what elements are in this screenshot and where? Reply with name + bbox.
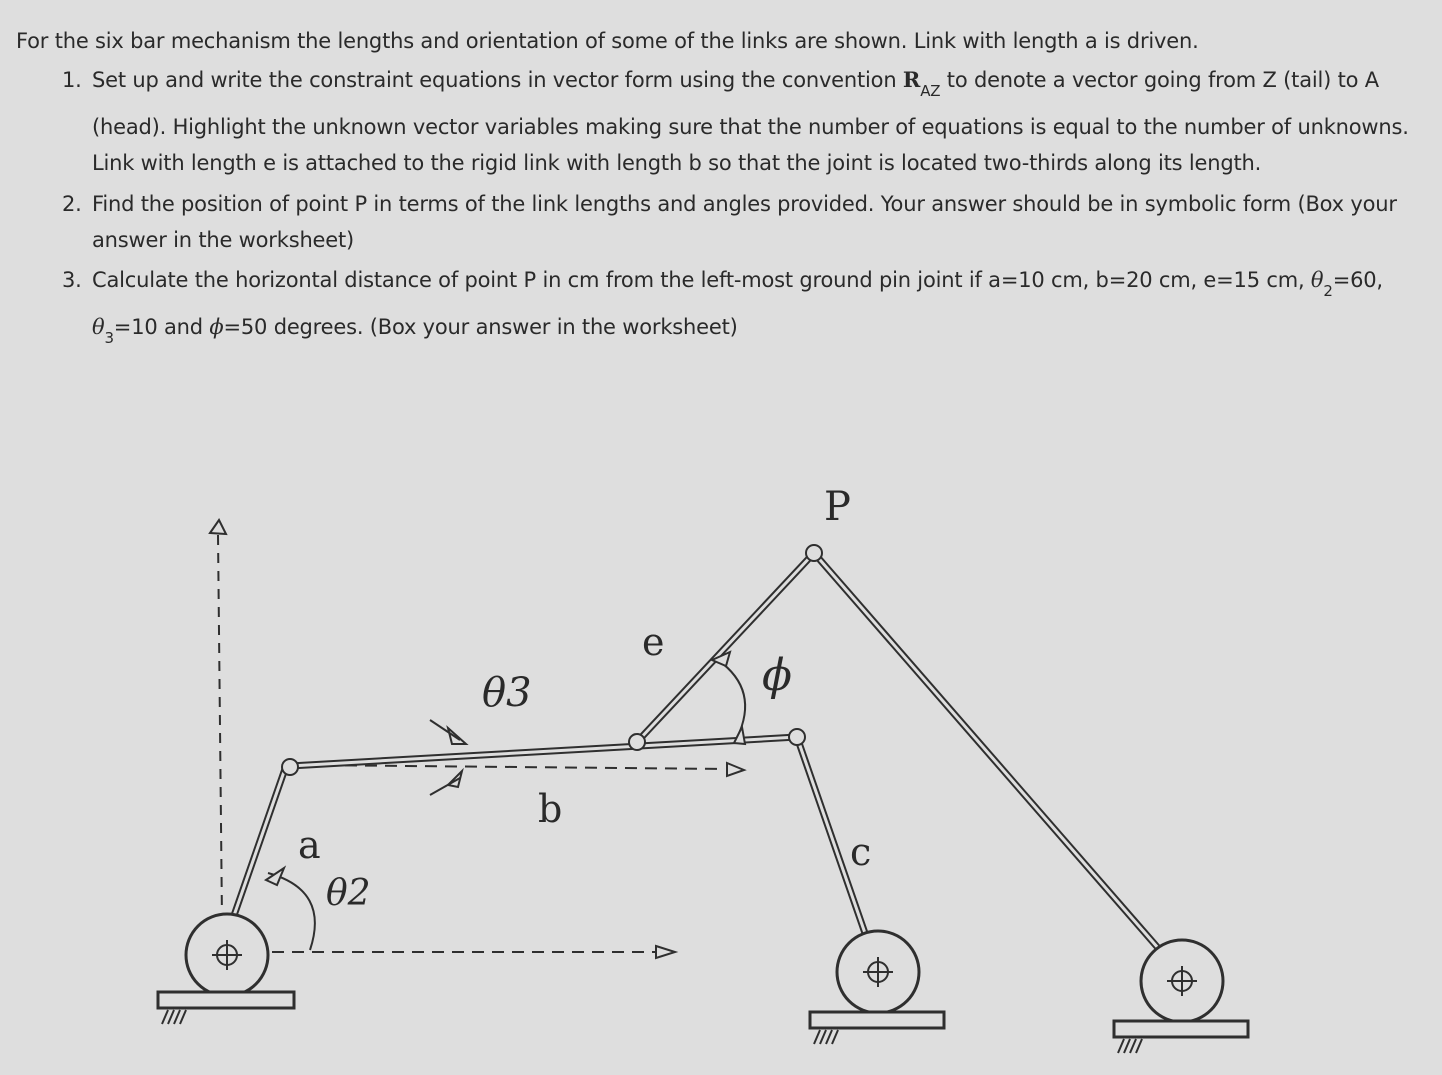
- label-theta2: θ2: [326, 873, 371, 914]
- theta3-arrow-upper: [448, 728, 466, 744]
- right-ground-base: [1114, 1021, 1248, 1037]
- joint-b-c: [789, 729, 805, 745]
- label-point-p: P: [824, 484, 851, 530]
- theta3-subscript: 3: [104, 329, 114, 347]
- question-3-number: 3.: [62, 268, 82, 292]
- label-phi: ϕ: [762, 650, 792, 701]
- vector-subscript: AZ: [920, 82, 941, 100]
- label-link-a: a: [298, 823, 321, 867]
- theta2-symbol: θ: [1310, 268, 1324, 292]
- theta2-arrowhead: [266, 868, 284, 885]
- label-theta3: θ3: [482, 670, 532, 716]
- coupler-reference-arrowhead: [727, 763, 744, 776]
- theta3-value: =10 and: [113, 315, 210, 339]
- theta2-value: =60,: [1332, 268, 1383, 292]
- question-2-number: 2.: [62, 192, 82, 216]
- problem-intro: For the six bar mechanism the lengths and orientation of some of the links are shown. Link with length a is driven.: [16, 29, 1199, 53]
- vertical-arrowhead: [210, 520, 226, 534]
- coupler-reference-line: [305, 765, 725, 769]
- question-1-number: 1.: [62, 68, 82, 92]
- question-2-body: Find the position of point P in terms of the link lengths and angles provided. Your answer should be in symbolic form (Box your answer in the worksheet): [92, 192, 1397, 252]
- phi-symbol: ϕ: [209, 315, 224, 339]
- question-1-text-after: to denote a vector going from Z (tail) to A (head). Highlight the unknown vector variables making sure that the number of equations is equal to the number of unknowns. Link with length e is attached to the rigid link with length b so that the joint is located two-thirds along its length.: [92, 68, 1409, 175]
- question-3-text-before: Calculate the horizontal distance of point P in cm from the left-most ground pin joint if a=10 cm, b=20 cm, e=15 cm,: [92, 268, 1311, 292]
- phi-arc: [718, 660, 745, 738]
- label-link-b: b: [538, 787, 563, 831]
- vertical-reference-line: [218, 535, 222, 920]
- left-ground-base: [158, 992, 294, 1008]
- joint-a-b: [282, 759, 298, 775]
- joint-p: [806, 545, 822, 561]
- middle-ground-base: [810, 1012, 944, 1028]
- question-3-text-after: =50 degrees. (Box your answer in the worksheet): [223, 315, 738, 339]
- question-1-text-before: Set up and write the constraint equations in vector form using the convention: [92, 68, 903, 92]
- joint-b-e: [629, 734, 645, 750]
- ground-reference-arrowhead: [656, 946, 675, 958]
- label-link-e: e: [642, 620, 665, 664]
- label-link-c: c: [850, 830, 872, 874]
- theta2-subscript: 2: [1323, 282, 1333, 300]
- vector-symbol: R: [902, 67, 921, 92]
- theta3-symbol: θ: [92, 315, 105, 339]
- phi-arrowhead-bottom: [734, 727, 745, 744]
